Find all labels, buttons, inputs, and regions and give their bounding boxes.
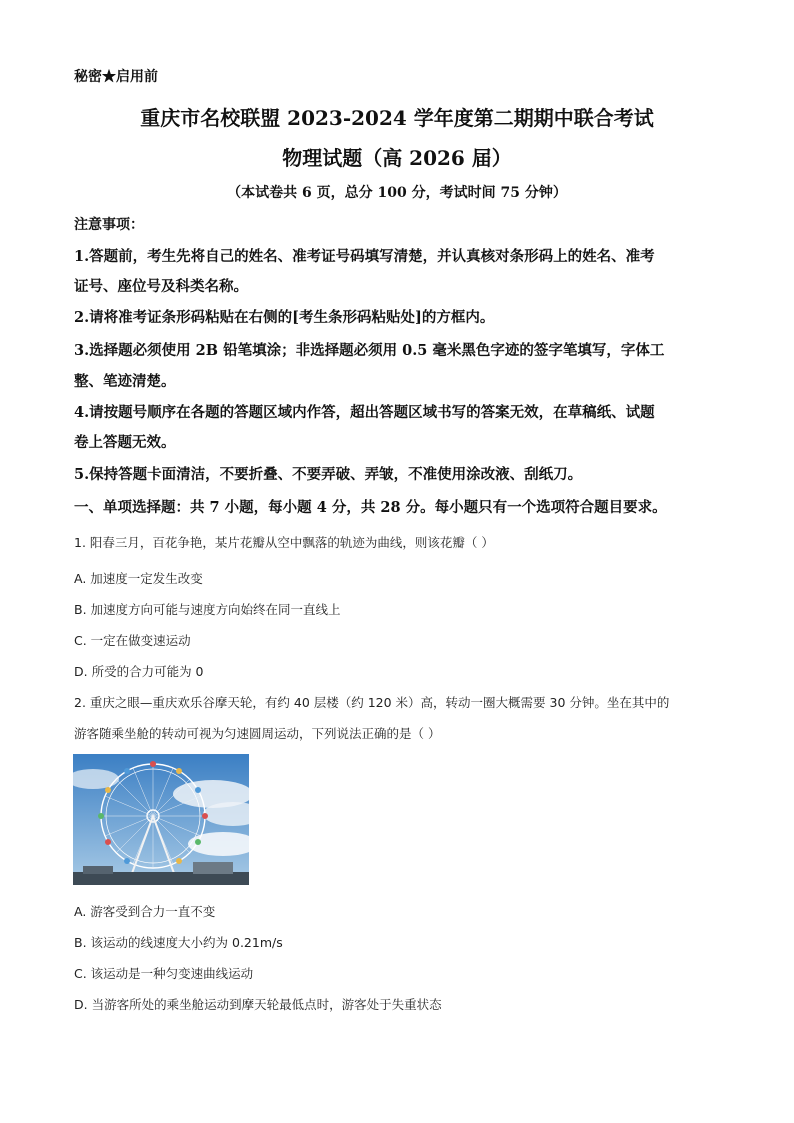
- question-2-option-b: B. 该运动的线速度大小约为 0.21m/s: [74, 935, 283, 950]
- notice-line: 卷上答题无效。: [74, 434, 176, 451]
- confidential-label: 秘密★启用前: [74, 69, 158, 85]
- question-2-option-a: A. 游客受到合力一直不变: [74, 904, 216, 919]
- exam-title: 重庆市名校联盟 2023-2024 学年度第二期期中联合考试: [140, 106, 654, 130]
- question-1-option-b: B. 加速度方向可能与速度方向始终在同一直线上: [74, 602, 341, 617]
- notice-line: 证号、座位号及科类名称。: [74, 278, 248, 295]
- notice-heading: 注意事项：: [74, 217, 144, 233]
- question-2-option-c: C. 该运动是一种匀变速曲线运动: [74, 966, 254, 981]
- question-2-stem: 游客随乘坐舱的转动可视为匀速圆周运动，下列说法正确的是（ ）: [74, 726, 441, 741]
- question-1-option-d: D. 所受的合力可能为 0: [74, 664, 204, 679]
- notice-line: 整、笔迹清楚。: [74, 373, 176, 390]
- question-2-option-d: D. 当游客所处的乘坐舱运动到摩天轮最低点时，游客处于失重状态: [74, 997, 442, 1012]
- notice-line: 2.请将准考证条形码粘贴在右侧的[考生条形码粘贴处]的方框内。: [74, 309, 495, 326]
- question-1-option-c: C. 一定在做变速运动: [74, 633, 191, 648]
- exam-info: （本试卷共 6 页，总分 100 分，考试时间 75 分钟）: [227, 185, 567, 201]
- notice-line: 1.答题前，考生先将自己的姓名、准考证号码填写清楚，并认真核对条形码上的姓名、准考: [74, 248, 655, 265]
- exam-subject-title: 物理试题（高 2026 届）: [282, 146, 512, 170]
- question-1-stem: 1. 阳春三月，百花争艳，某片花瓣从空中飘落的轨迹为曲线，则该花瓣（ ）: [74, 535, 494, 550]
- notice-line: 4.请按题号顺序在各题的答题区域内作答，超出答题区域书写的答案无效，在草稿纸、试题: [74, 404, 655, 421]
- notice-line: 3.选择题必须使用 2B 铅笔填涂；非选择题必须用 0.5 毫米黑色字迹的签字笔填写，字体工: [74, 342, 665, 359]
- question-1-option-a: A. 加速度一定发生改变: [74, 571, 203, 586]
- question-2-stem: 2. 重庆之眼—重庆欢乐谷摩天轮，有约 40 层楼（约 120 米）高，转动一圈大概需要 30 分钟。坐在其中的: [74, 695, 670, 710]
- ferris-wheel-photo: [73, 754, 249, 885]
- section-heading: 一、单项选择题：共 7 小题，每小题 4 分，共 28 分。每小题只有一个选项符合题目要求。: [74, 499, 667, 516]
- notice-line: 5.保持答题卡面清洁，不要折叠、不要弄破、弄皱，不准使用涂改液、刮纸刀。: [74, 466, 583, 483]
